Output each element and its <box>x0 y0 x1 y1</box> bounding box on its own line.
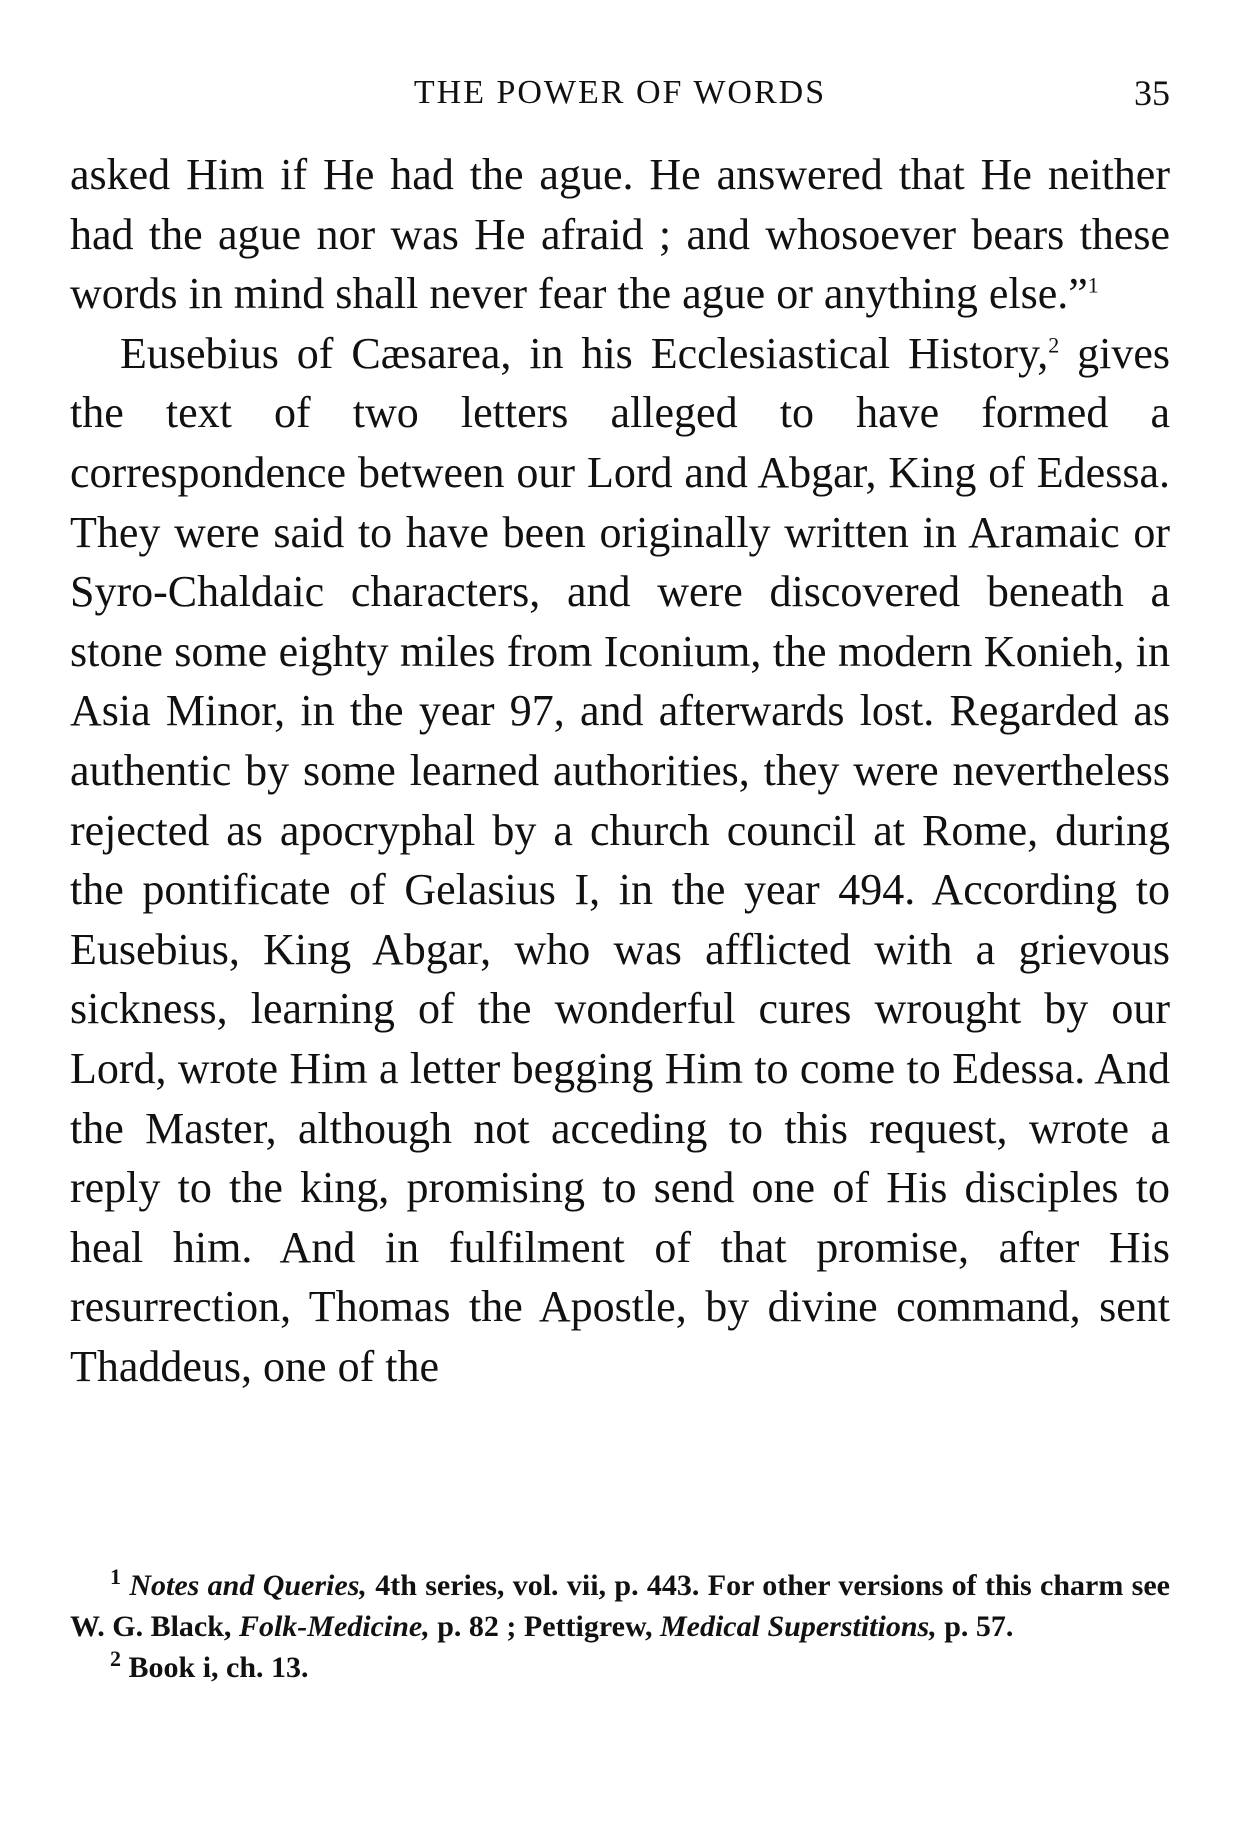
footnotes <box>70 1565 1170 1688</box>
work-title: Folk-Medicine, <box>238 1610 430 1643</box>
running-header <box>70 62 1170 112</box>
paragraph-2 <box>70 324 1170 1397</box>
running-title: THE POWER OF WORDS <box>413 74 827 111</box>
footnote-text: Book i, ch. 13. <box>121 1651 309 1684</box>
paragraph-1 <box>70 145 1170 324</box>
footnote-text: 4th series, vol. vii, p. 443. For other versions of this charm see W. G. Black, <box>70 1569 1170 1643</box>
footnote-ref-1[interactable]: 1 <box>1087 272 1099 298</box>
paragraph-text: gives the text of two letters alleged to have formed a correspondence between our Lord and Abgar, King of Edessa. They were said to have been originally written in Aramaic or Syro-Chaldaic characters, and were discovered beneath a stone some eighty miles from Iconium, the modern Konieh, in Asia Minor, in the year 97, and afterwards lost. Regarded as authentic by some learned authorities, they were nevertheless rejected as apocryphal by a church council at Rome, during the pontificate of Gelasius I, in the year 494. According to Eusebius, King Abgar, who was afflicted with a grievous sickness, learning of the wonderful cures wrought by our Lord, wrote Him a letter begging Him to come to Edessa. And the Master, although not acceding to this request, wrote a reply to the king, promising to send one of His disciples to heal him. And in fulfilment of that promise, after His resurrection, Thomas the Apostle, by divine command, sent Thaddeus, one of the <box>70 328 1170 1391</box>
page-number: 35 <box>1134 73 1170 113</box>
work-title: Medical Superstitions, <box>659 1610 937 1643</box>
footnote-text: p. 57. <box>936 1610 1014 1643</box>
source-title: Notes and Queries, <box>129 1569 367 1602</box>
footnote-ref-2[interactable]: 2 <box>1048 332 1060 358</box>
footnote-2 <box>70 1647 1170 1688</box>
footnote-marker: 1 <box>110 1564 121 1589</box>
paragraph-text: Eusebius of Cæsarea, in his Ecclesiastical History, <box>120 328 1049 378</box>
footnote-marker: 2 <box>110 1646 121 1671</box>
footnote-text: p. 82 ; Pettigrew, <box>429 1610 660 1643</box>
paragraph-text: asked Him if He had the ague. He answered that He neither had the ague nor was He afraid ; and whosoever bears these words in mind shall never fear the ague or anything else.” <box>70 150 1170 319</box>
footnote-1 <box>70 1565 1170 1647</box>
body-text <box>70 145 1170 1396</box>
